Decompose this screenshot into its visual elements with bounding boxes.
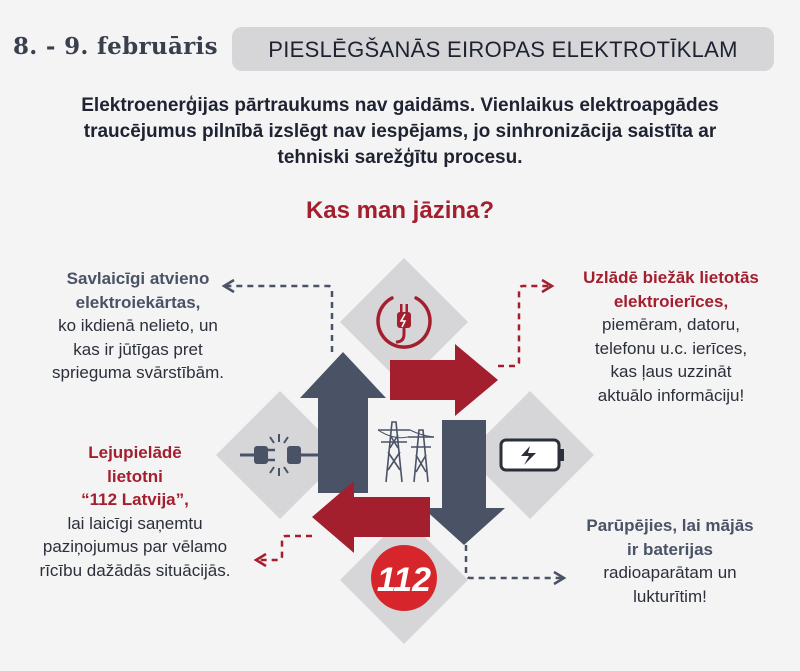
tip-disconnect-title-2: elektroiekārtas, [75,292,201,312]
tip-app-body-1: lai laicīgi saņemtu [67,513,203,533]
app-112-icon [371,545,437,611]
tip-charge-body-1: piemēram, datoru, [602,315,740,334]
tip-app-title-3: “112 Latvija”, [81,490,189,509]
intro-line-3: tehniski sarežģītu procesu. [277,147,523,168]
tip-batteries-body-2: lukturītim! [633,586,707,606]
tip-batteries-title-2: ir baterijas [627,539,713,559]
tip-batteries-body-1: radioaparātam un [603,563,737,582]
tip-charge-title-2: elektroierīces, [613,291,729,311]
title-text: PIESLĒGŠANĀS EIROPAS ELEKTROTĪKLAM [268,37,738,62]
tip-disconnect-body-1: ko ikdienā nelieto, un [58,316,218,335]
intro-line-1: Elektroenerģijas pārtraukums nav gaidāms. Vienlaikus elektroapgādes [81,95,719,116]
tip-charge-body-2: telefonu u.c. ierīces, [594,338,748,358]
connector-bottom-left [258,536,312,560]
tip-disconnect-body-2: kas ir jūtīgas pret [73,339,203,359]
tip-app-body-2: paziņojumus par vēlamo [42,537,228,556]
question-heading: Kas man jāzina? [305,197,495,224]
connector-bottom-right [466,545,562,578]
badge-112-text: 112 [376,561,432,599]
tip-app [8,441,262,582]
date-label: 8. - 9. februāris [13,33,218,60]
intro-line-2: traucējumus pilnībā izslēgt nav iespējams, jo sinhronizācija saistīta ar [83,121,717,142]
tip-batteries [550,514,790,608]
tip-disconnect-body-3: sprieguma svārstībām. [52,363,224,382]
tip-batteries-title-1: Parūpējies, lai mājās [586,516,754,535]
tip-app-title-1: Lejupielādē [88,443,182,462]
battery-icon [501,440,564,470]
tip-charge [552,266,790,407]
power-pylons-icon [378,422,434,482]
tip-charge-body-4: aktuālo informāciju! [597,385,745,405]
tip-disconnect [18,267,258,385]
connector-top-right [498,286,550,366]
tip-app-title-2: lietotni [107,466,163,486]
tip-charge-title-1: Uzlādē biežāk lietotās [583,268,759,287]
tip-app-body-3: rīcību dažādās situācijās. [39,560,231,580]
tip-charge-body-3: kas ļaus uzzināt [610,362,732,381]
tip-disconnect-title-1: Savlaicīgi atvieno [66,269,210,288]
